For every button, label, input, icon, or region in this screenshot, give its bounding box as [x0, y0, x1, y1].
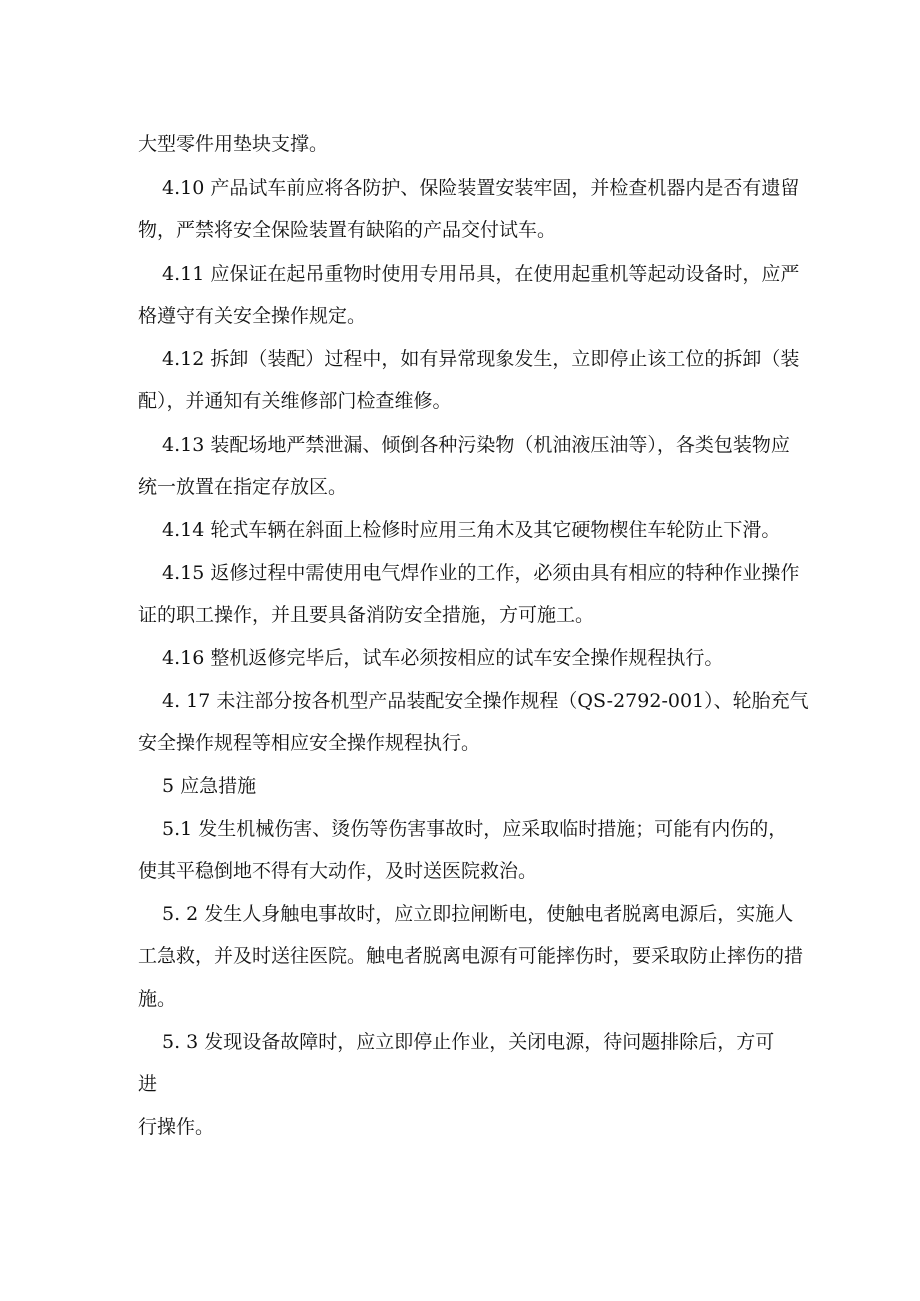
- text-line: 物，严禁将安全保险装置有缺陷的产品交付试车。: [138, 219, 557, 241]
- text-line: 进: [138, 1073, 158, 1095]
- text-line: 格遵守有关安全操作规定。: [138, 305, 367, 327]
- text-line: 配），并通知有关维修部门检查维修。: [138, 390, 452, 412]
- text-line: 4.10 产品试车前应将各防护、保险装置安装牢固，并检查机器内是否有遗留: [162, 177, 800, 199]
- text-line: 4.14 轮式车辆在斜面上检修时应用三角木及其它硬物楔住车轮防止下滑。: [162, 519, 781, 541]
- text-line: 4.13 装配场地严禁泄漏、倾倒各种污染物（机油液压油等），各类包装物应: [162, 434, 790, 456]
- text-line: 4.16 整机返修完毕后，试车必须按相应的试车安全操作规程执行。: [162, 647, 724, 669]
- text-line: 安全操作规程等相应安全操作规程执行。: [138, 732, 481, 754]
- text-line: 大型零件用垫块支撑。: [138, 133, 329, 155]
- text-line: 4.15 返修过程中需使用电气焊作业的工作，必须由具有相应的特种作业操作: [162, 562, 800, 584]
- text-line: 5. 3 发现设备故障时，应立即停止作业，关闭电源，待问题排除后，方可: [162, 1031, 775, 1053]
- text-line: 使其平稳倒地不得有大动作，及时送医院救治。: [138, 860, 538, 882]
- text-line: 4.11 应保证在起吊重物时使用专用吊具，在使用起重机等起动设备时，应严: [162, 263, 800, 285]
- section-heading: 5 应急措施: [162, 775, 257, 797]
- text-line: 统一放置在指定存放区。: [138, 476, 348, 498]
- text-line: 证的职工操作，并且要具备消防安全措施，方可施工。: [138, 604, 595, 626]
- text-line: 5.1 发生机械伤害、烫伤等伤害事故时，应采取临时措施；可能有内伤的，: [162, 818, 788, 840]
- text-line: 施。: [138, 988, 177, 1010]
- text-line: 4.12 拆卸（装配）过程中，如有异常现象发生，立即停止该工位的拆卸（装: [162, 348, 800, 370]
- text-line: 工急救，并及时送往医院。触电者脱离电源有可能摔伤时，要采取防止摔伤的措: [138, 945, 804, 967]
- text-line: 4. 17 未注部分按各机型产品装配安全操作规程（QS-2792-001）、轮胎充气: [162, 690, 809, 712]
- text-line: 行操作。: [138, 1116, 215, 1138]
- text-line: 5. 2 发生人身触电事故时，应立即拉闸断电，使触电者脱离电源后，实施人: [162, 903, 794, 925]
